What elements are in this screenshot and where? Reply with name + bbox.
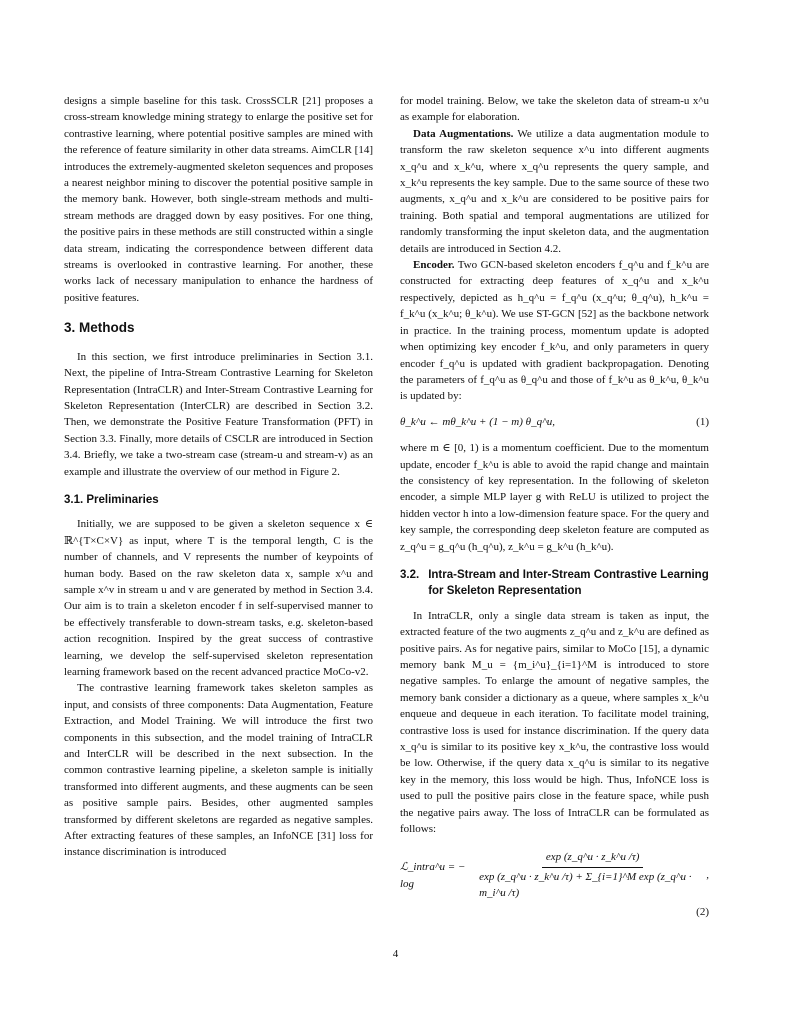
equation-2 [400,849,709,920]
intraclr-paragraph: In IntraCLR, only a single data stream is taken as input, the extracted feature of the two augments z_q^u and z_k^u are defined as positive pairs. As for negative pairs, similar to MoCo [15], a dynamic memory bank M_u = {m_i^u}_{i=1}^M is introduced to store negative samples. To enlarge the amount of negative samples, the memory bank consider a dictionary as a queue, where samples x_k^u enqueue and dequeue in each iteration. To facilitate model training, contrastive loss is used for instance discrimination. If the query data x_q^u is similar to its positive key x_k^u, the contrastive loss would be low. Otherwise, if the query data x_q^u is similar to its negative key in the memory, this loss would be high. Thus, InfoNCE loss is used to pull the positive pairs close in the feature space, while push the negative pairs away. The loss of IntraCLR can be formulated as follows: [400,609,709,836]
intro-paragraph: designs a simple baseline for this task. CrossSCLR [21] proposes a cross-stream knowledge mining strategy to enlarge the positive set for contrastive learning, where potential positive samples are mined with the reference of feature similarity in other data streams. AimCLR [14] introduces the extremely-augmented skeleton sequences and proposes a nearest neighbor mining to discover the potential positive sample in the memory bank. However, both single-stream methods and multi-stream methods are dragged down by easy positives. For one thing, the positive pairs in these methods are still constructed within a single data stream, indicating the correspondence between different data streams is overlooked in contrastive learning. For another, these works lack of necessary manipulation to enhance the hardness of positive features. [64,95,373,304]
preliminaries-paragraph: Initially, we are supposed to be given a skeleton sequence x ∈ ℝ^{T×C×V} as input, where T is the temporal length, C is the number of channels, and V represents the number of keypoints of human body. Based on the raw skeleton data x, sample x^u and sample x^v in stream u and v are generated by method in Section 3.4. Our aim is to train a skeleton encoder f in self-supervised manner to be effectively transferable to down-stream tasks, e.g. skeleton-based action recognition. Inspired by the great success of contrastive learning, we develop the self-supervised skeleton representation learning framework based on the recent advanced practice MoCo-v2. [64,518,373,678]
equation-2-fraction [479,849,706,901]
section-3-2-number: 3.2. [400,568,420,581]
section-3-1-heading: 3.1. Preliminaries [64,493,159,506]
equation-2-numerator: exp (z_q^u · z_k^u /τ) [542,849,644,867]
equation-1-number: (1) [696,415,709,428]
left-column [64,93,373,861]
section-3-2-heading [400,567,709,600]
equation-2-tail: , [706,869,709,882]
encoder-paragraph [400,257,709,405]
framework-paragraph: The contrastive learning framework takes skeleton samples as input, and consists of three components: Data Augmentation, Feature Extraction, and Model Training. We will introduce the first two components in this subsection, and the model training of IntraCLR and InterCLR will be described in the next subsection. In the common contrastive learning pipeline, a skeleton sample is initially transformed into different augments, and these augments can be seen as positive sample pairs. Besides, other augmented samples transformed by different skeletons are regarded as negative samples. After extracting features of these samples, an InfoNCE [31] loss for instance discrimination is introduced [64,682,373,859]
encoder-text: Two GCN-based skeleton encoders f_q^u and f_k^u are constructed for extracting deep features of x_q^u and x_k^u respectively, depicted as h_q^u = f_q^u (x_q^u; θ_q^u), h_k^u = f_k^u (x_k^u; θ_k^u). We use ST-GCN [52] as the backbone network in practice. In the training process, momentum update is adopted when optimizing key encoder f_k^u, and only parameters in query encoder f_q^u is updated with gradient backpropagation. Denoting the parameters of f_q^u as θ_q^u and those of f_k^u as θ_k^u, θ_k^u is updated by: [400,259,709,403]
section-3-heading: 3. Methods [64,320,135,336]
equation-2-denominator: exp (z_q^u · z_k^u /τ) + Σ_{i=1}^M exp (z_q^u · m_i^u /τ) [479,870,692,900]
section-3-2-title: Intra-Stream and Inter-Stream Contrastive Learning for Skeleton Representation [428,568,709,598]
equation-2-number: (2) [696,905,709,918]
equation-1 [400,414,709,430]
continuation-paragraph: for model training. Below, we take the skeleton data of stream-u x^u as example for elaboration. [400,95,709,124]
right-column [400,93,709,924]
equation-1-body: θ_k^u ← mθ_k^u + (1 − m) θ_q^u, [400,415,555,428]
data-augmentation-text: We utilize a data augmentation module to transform the raw skeleton sequence x^u into different augments x_q^u and x_k^u, where x_q^u represents the query sample, and x_k^u represents the key sample. Due to the same source of these two augments, x_q^u and x_k^u are considered to be positive pairs for training. Both spatial and temporal augmentations are utilized for randomly transforming the input skeleton data, and the augmentation details are introduced in Section 4.2. [400,127,709,255]
data-augmentation-heading: Data Augmentations. [413,127,514,140]
momentum-paragraph: where m ∈ [0, 1) is a momentum coefficient. Due to the momentum update, encoder f_k^u is able to avoid the rapid change and maintain the consistency of key representation. In the following of skeleton encoder, a simple MLP layer g with ReLU is utilized to project the hidden vector h into a low-dimension feature space. For the query and key sample, the corresponding deep skeleton feature are computed as z_q^u = g_q^u (h_q^u), z_k^u = g_k^u (h_k^u). [400,442,709,553]
data-augmentation-paragraph [400,126,709,257]
encoder-heading: Encoder. [413,259,455,272]
equation-2-lhs: ℒ_intra^u = − log [400,861,466,890]
page-number: 4 [392,948,399,960]
section-3-paragraph: In this section, we first introduce preliminaries in Section 3.1. Next, the pipeline of Intra-Stream Contrastive Learning for Skeleton Representation (IntraCLR) and Inter-Stream Contrastive Learning for Skeleton Representation (InterCLR) are described in Section 3.2. Then, we demonstrate the Positive Feature Transformation (PFT) in Section 3.3. Finally, more details of CSCLR are introduced in Section 3.4. Briefly, we take a two-stream case (stream-u and stream-v) as an example and illustrate the overview of our method in Figure 2. [64,350,373,478]
